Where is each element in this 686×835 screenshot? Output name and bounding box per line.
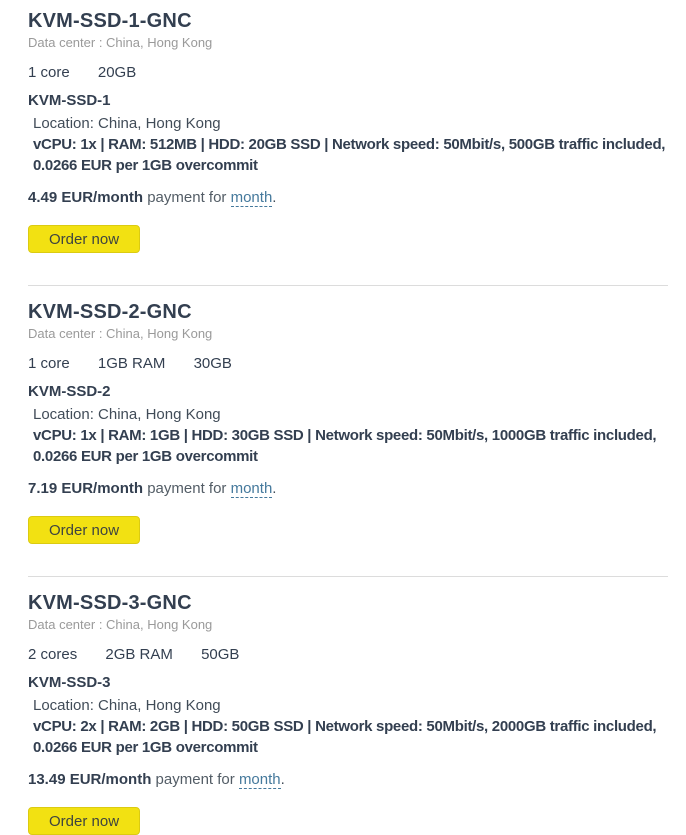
plan-spec-summary <box>28 354 668 374</box>
plan-price-line <box>28 769 668 790</box>
plan-datacenter-label: Data center : China, Hong Kong <box>28 617 213 632</box>
section-divider <box>28 576 668 577</box>
payment-for-text: payment for <box>147 480 227 497</box>
order-now-button[interactable]: Order now <box>28 516 140 544</box>
plan-location: Location: China, Hong Kong <box>33 697 221 714</box>
price-amount: 7.19 EUR/month <box>28 480 144 497</box>
plan-description <box>33 695 683 758</box>
payment-for-text: payment for <box>147 189 227 206</box>
plan-name: KVM-SSD-3 <box>28 674 111 691</box>
billing-period-link[interactable]: month <box>230 480 273 497</box>
plan-name: KVM-SSD-2 <box>28 383 111 400</box>
plan-card-kvm-ssd-3 <box>28 591 668 835</box>
plan-datacenter-label: Data center : China, Hong Kong <box>28 35 213 50</box>
spec-ram: 2GB RAM <box>105 646 173 663</box>
plan-hardware-specs: vCPU: 2x | RAM: 2GB | HDD: 50GB SSD | Network speed: 50Mbit/s, 2000GB traffic included, 0.0266 EUR per 1GB overcommit <box>33 718 657 756</box>
plan-spec-summary <box>28 63 668 83</box>
order-now-button[interactable]: Order now <box>28 225 140 253</box>
spec-ram: 1GB RAM <box>97 355 166 372</box>
plan-card-kvm-ssd-1 <box>28 9 668 253</box>
spec-cores: 2 cores <box>28 646 78 663</box>
plan-name: KVM-SSD-1 <box>28 92 111 109</box>
plan-spec-summary <box>28 645 668 665</box>
plan-location: Location: China, Hong Kong <box>33 406 221 423</box>
plan-description <box>33 113 683 176</box>
order-now-button[interactable]: Order now <box>28 807 140 835</box>
period-suffix: . <box>280 771 285 788</box>
spec-disk: 20GB <box>97 64 137 81</box>
plan-title: KVM-SSD-1-GNC <box>28 10 192 32</box>
plan-location: Location: China, Hong Kong <box>33 115 221 132</box>
plan-title: KVM-SSD-2-GNC <box>28 301 192 323</box>
plan-card-kvm-ssd-2 <box>28 300 668 544</box>
plan-description <box>33 404 683 467</box>
period-suffix: . <box>272 189 277 206</box>
plan-price-line <box>28 187 668 208</box>
spec-cores: 1 core <box>28 64 70 81</box>
spec-disk: 30GB <box>193 355 232 372</box>
spec-cores: 1 core <box>28 355 70 372</box>
period-suffix: . <box>272 480 277 497</box>
price-amount: 4.49 EUR/month <box>28 189 144 206</box>
payment-for-text: payment for <box>155 771 235 788</box>
plan-hardware-specs: vCPU: 1x | RAM: 1GB | HDD: 30GB SSD | Network speed: 50Mbit/s, 1000GB traffic included, 0.0266 EUR per 1GB overcommit <box>33 427 657 465</box>
plan-datacenter-label: Data center : China, Hong Kong <box>28 326 213 341</box>
plan-title: KVM-SSD-3-GNC <box>28 592 192 614</box>
plan-hardware-specs: vCPU: 1x | RAM: 512MB | HDD: 20GB SSD | Network speed: 50Mbit/s, 500GB traffic included, 0.0266 EUR per 1GB overcommit <box>33 136 666 174</box>
plan-price-line <box>28 478 668 499</box>
billing-period-link[interactable]: month <box>238 771 281 788</box>
billing-period-link[interactable]: month <box>230 189 273 206</box>
spec-disk: 50GB <box>201 646 240 663</box>
price-amount: 13.49 EUR/month <box>28 771 152 788</box>
section-divider <box>28 285 668 286</box>
